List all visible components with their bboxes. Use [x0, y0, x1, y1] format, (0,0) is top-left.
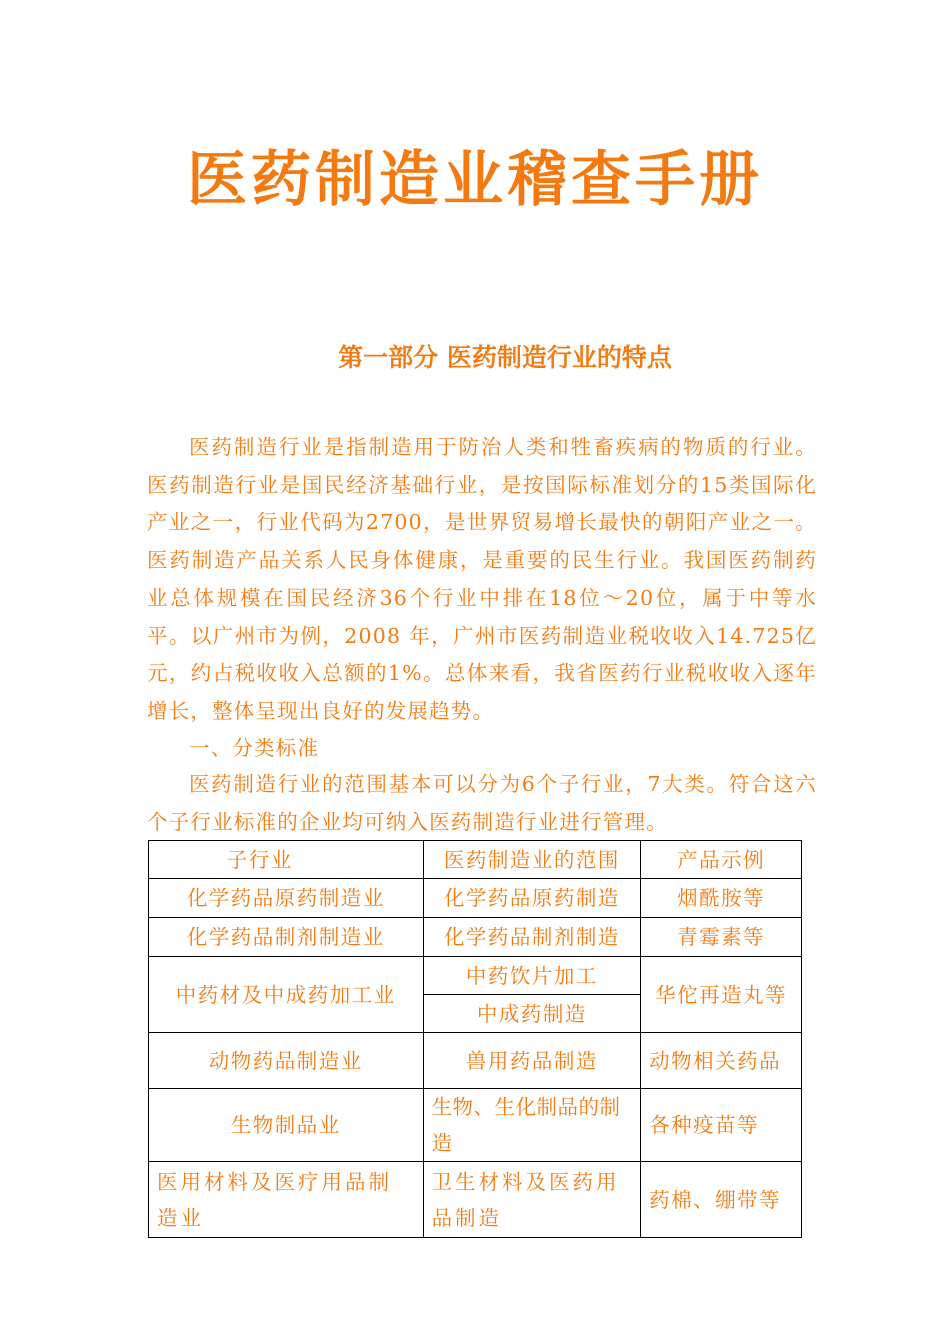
cell-product-example: 华佗再造丸等 [641, 957, 802, 1033]
cell-product-example: 药棉、绷带等 [641, 1162, 802, 1238]
header-scope: 医药制造业的范围 [423, 841, 641, 879]
document-title: 医药制造业稽查手册 [187, 145, 763, 215]
cell-scope: 兽用药品制造 [423, 1033, 641, 1089]
table-row [149, 957, 802, 995]
table-row [149, 1162, 802, 1238]
cell-scope: 卫生材料及医药用品制造 [423, 1162, 641, 1238]
classification-subheading: 一、分类标准 [189, 736, 320, 760]
cell-subindustry: 化学药品制剂制造业 [149, 918, 424, 957]
table-row [149, 918, 802, 957]
table-row [149, 1033, 802, 1089]
header-subindustry: 子行业 [149, 841, 424, 879]
table-row [149, 1089, 802, 1162]
cell-subindustry: 中药材及中成药加工业 [149, 957, 424, 1033]
cell-scope: 生物、生化制品的制造 [423, 1089, 641, 1162]
table-row [149, 879, 802, 918]
cell-subindustry: 动物药品制造业 [149, 1033, 424, 1089]
header-product-example: 产品示例 [641, 841, 802, 879]
cell-subindustry: 生物制品业 [149, 1089, 424, 1162]
cell-scope: 化学药品原药制造 [423, 879, 641, 918]
cell-scope: 中药饮片加工 [423, 957, 641, 995]
table-header-row [149, 841, 802, 879]
cell-product-example: 动物相关药品 [641, 1033, 802, 1089]
intro-paragraph: 医药制造行业是指制造用于防治人类和牲畜疾病的物质的行业。医药制造行业是国民经济基础行业，是按国际标准划分的15类国际化产业之一，行业代码为2700，是世界贸易增长最快的朝阳产业之一。医药制造产品关系人民身体健康，是重要的民生行业。我国医药制药业总体规模在国民经济36个行业中排在18位～20位，属于中等水平。以广州市为例，2008 年，广州市医药制造业税收收入14.725亿元，约占税收收入总额的1%。总体来看，我省医药行业税收收入逐年增长，整体呈现出良好的发展趋势。 [147, 435, 817, 723]
cell-scope: 中成药制造 [423, 995, 641, 1033]
scope-paragraph: 医药制造行业的范围基本可以分为6个子行业，7大类。符合这六个子行业标准的企业均可纳入医药制造行业进行管理。 [147, 772, 817, 834]
cell-subindustry: 化学药品原药制造业 [149, 879, 424, 918]
cell-product-example: 烟酰胺等 [641, 879, 802, 918]
classification-table [148, 840, 802, 1238]
section-heading: 第一部分 医药制造行业的特点 [338, 343, 672, 372]
cell-subindustry: 医用材料及医疗用品制造业 [149, 1162, 424, 1238]
cell-scope: 化学药品制剂制造 [423, 918, 641, 957]
cell-product-example: 青霉素等 [641, 918, 802, 957]
cell-product-example: 各种疫苗等 [641, 1089, 802, 1162]
